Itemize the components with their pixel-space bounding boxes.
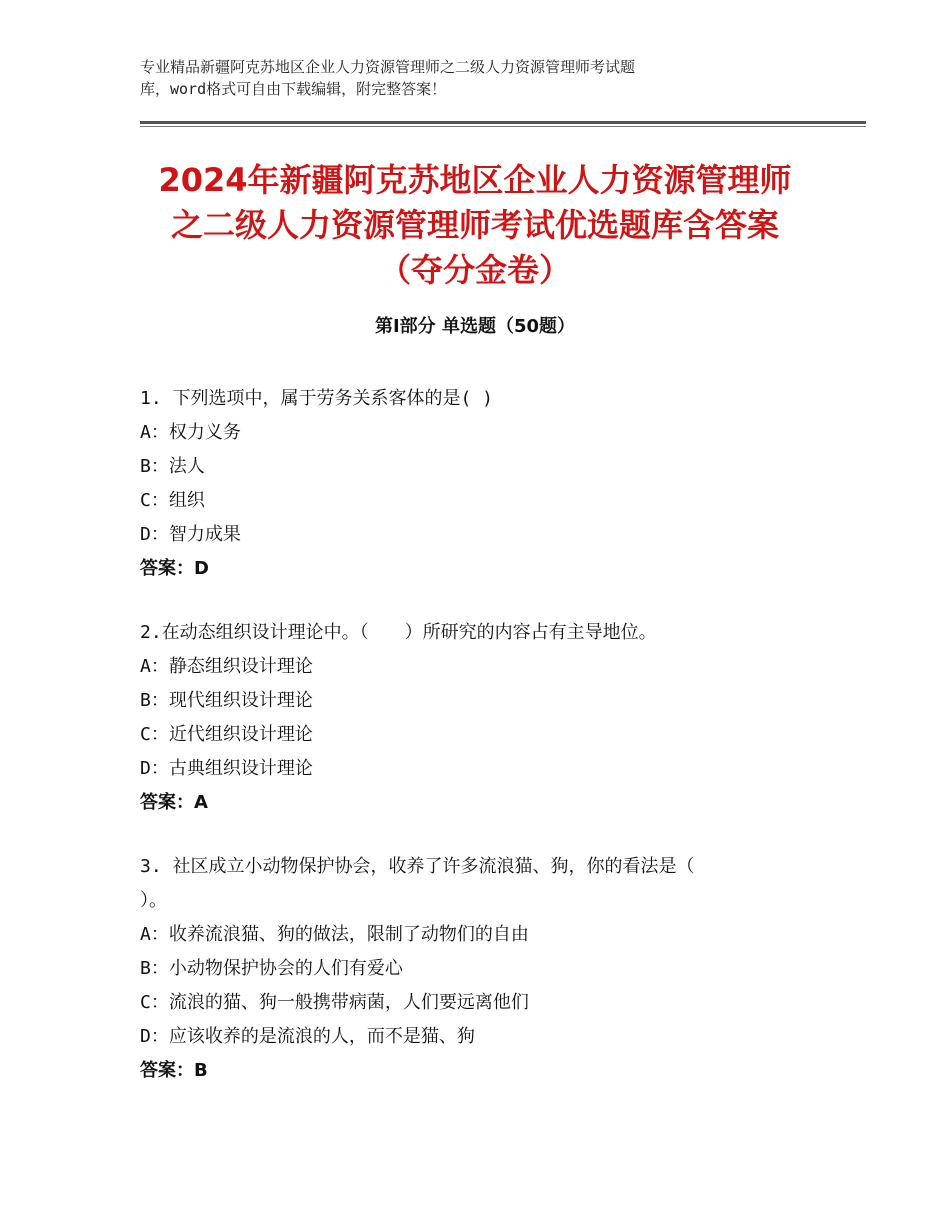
question-3 (140, 850, 820, 1088)
answer: 答案：B (140, 1060, 208, 1081)
question-list (140, 382, 820, 1118)
answer: 答案：D (140, 558, 209, 579)
option-a: A：权力义务 (140, 422, 241, 443)
option-b: B：法人 (140, 456, 205, 477)
question-stem: 2.在动态组织设计理论中。（ ）所研究的内容占有主导地位。 (140, 622, 657, 643)
document-title-line-3: （夺分金卷） (378, 251, 571, 289)
option-a: A：静态组织设计理论 (140, 656, 313, 677)
header-divider-thick (140, 121, 866, 124)
document-title-line-1: 2024年新疆阿克苏地区企业人力资源管理师 (158, 161, 792, 199)
option-c: C：近代组织设计理论 (140, 724, 313, 745)
question-2 (140, 616, 820, 820)
header-note-line-2: 库，word格式可自由下载编辑，附完整答案！ (140, 80, 447, 98)
document-title-line-2: 之二级人力资源管理师考试优选题库含答案 (170, 206, 779, 244)
option-b: B：现代组织设计理论 (140, 690, 313, 711)
question-stem: 3. 社区成立小动物保护协会，收养了许多流浪猫、狗，你的看法是（ (140, 856, 695, 877)
option-c: C：流浪的猫、狗一般携带病菌，人们要远离他们 (140, 992, 529, 1013)
option-d: D：智力成果 (140, 524, 241, 545)
header-note (140, 56, 820, 100)
section-heading: 第Ⅰ部分 单选题（50题） (374, 316, 575, 337)
option-b: B：小动物保护协会的人们有爱心 (140, 958, 403, 979)
answer: 答案：A (140, 792, 208, 813)
option-d: D：古典组织设计理论 (140, 758, 313, 779)
option-c: C：组织 (140, 490, 205, 511)
header-divider-thin (140, 126, 866, 127)
question-stem-continued: ）。 (140, 890, 167, 911)
question-1 (140, 382, 820, 586)
header-note-line-1: 专业精品新疆阿克苏地区企业人力资源管理师之二级人力资源管理师考试题 (140, 58, 636, 76)
option-a: A：收养流浪猫、狗的做法，限制了动物们的自由 (140, 924, 529, 945)
document-title (100, 158, 850, 293)
option-d: D：应该收养的是流浪的人，而不是猫、狗 (140, 1026, 475, 1047)
question-stem: 1. 下列选项中，属于劳务关系客体的是( ) (140, 388, 494, 409)
